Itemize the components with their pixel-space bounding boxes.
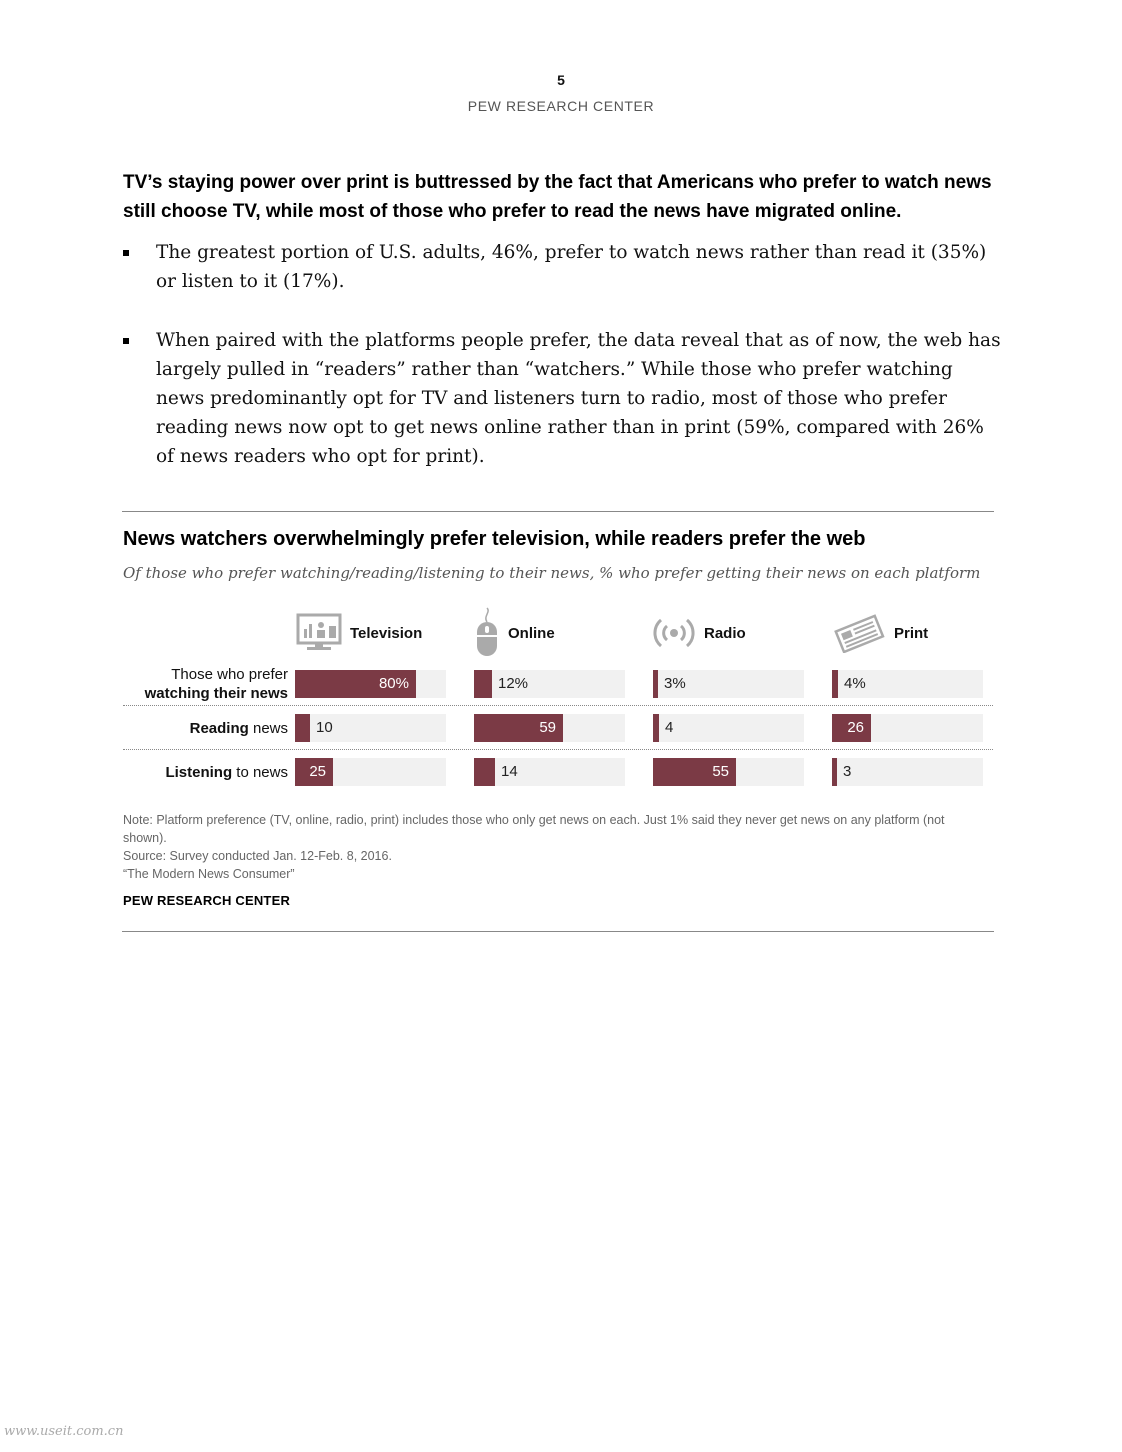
- bullet-square-icon: [123, 338, 129, 344]
- bar-value-label: 59: [539, 719, 556, 736]
- bar-track: [474, 758, 625, 786]
- bar: [474, 758, 495, 786]
- platform-label: Online: [508, 624, 555, 642]
- bar-value-label: 14: [501, 763, 518, 780]
- column-header-online: [474, 606, 555, 660]
- bar-track: [295, 714, 446, 742]
- chart-subtitle: Of those who prefer watching/reading/listening to their news, % who prefer getting their news on each platform: [123, 564, 981, 582]
- row-label-suffix: to news: [232, 764, 288, 781]
- bar-track: [295, 670, 446, 698]
- column-header-television: [296, 606, 422, 660]
- row-label-prefix: Those who prefer: [171, 666, 288, 683]
- bar: [653, 670, 658, 698]
- column-header-radio: [652, 606, 746, 660]
- bar-track: [832, 714, 983, 742]
- platform-label: Print: [894, 624, 929, 642]
- chart-notes: [123, 811, 963, 883]
- bar-value-label: 10: [316, 719, 333, 736]
- bar-track: [653, 758, 804, 786]
- chart-bottom-rule: [122, 931, 994, 932]
- row-label-bold: watching their news: [144, 685, 288, 702]
- mouse-icon: [474, 606, 500, 660]
- header-organization: PEW RESEARCH CENTER: [467, 98, 655, 114]
- bar-value-label: 80%: [378, 675, 409, 692]
- bullet-item: [123, 238, 1003, 296]
- bullet-list: [123, 238, 1003, 501]
- television-icon: [296, 613, 342, 653]
- bar: [653, 714, 659, 742]
- source-text: Source: Survey conducted Jan. 12-Feb. 8, 2016.: [123, 849, 392, 863]
- bar: [832, 758, 837, 786]
- bar-track: [653, 670, 804, 698]
- row-label-suffix: news: [248, 720, 288, 737]
- bar-track: [295, 758, 446, 786]
- bar-value-label: 4: [665, 719, 674, 736]
- bar-value-label: 12%: [498, 675, 529, 692]
- chart-title: News watchers overwhelmingly prefer television, while readers prefer the web: [123, 528, 866, 550]
- bar-track: [832, 758, 983, 786]
- bar-track: [653, 714, 804, 742]
- bar-track: [474, 670, 625, 698]
- chart-top-rule: [122, 511, 994, 512]
- newspaper-icon: [832, 613, 886, 653]
- page-number: 5: [557, 72, 565, 88]
- row-label-reading: [190, 719, 288, 738]
- bar-value-label: 26: [847, 719, 864, 736]
- watermark: www.useit.com.cn: [4, 1424, 124, 1439]
- bar-value-label: 3: [843, 763, 852, 780]
- row-label-bold: Listening: [165, 764, 233, 781]
- bar-value-label: 4%: [844, 675, 866, 692]
- bullet-item: [123, 326, 1003, 471]
- bar-value-label: 3%: [664, 675, 686, 692]
- bullet-square-icon: [123, 250, 129, 256]
- note-text: Note: Platform preference (TV, online, radio, print) includes those who only get news on each. Just 1% said they never get news on any platform (not shown).: [123, 813, 945, 845]
- platform-label: Radio: [704, 624, 746, 642]
- row-divider: [123, 705, 993, 706]
- radio-signal-icon: [652, 615, 696, 651]
- bar-track: [474, 714, 625, 742]
- lead-paragraph: TV’s staying power over print is buttressed by the fact that Americans who prefer to watch news still choose TV, while most of those who prefer to read the news have migrated online.: [123, 172, 992, 222]
- bullet-text: The greatest portion of U.S. adults, 46%, prefer to watch news rather than read it (35%) or listen to it (17%).: [156, 242, 987, 292]
- bar: [832, 670, 838, 698]
- bar: [474, 670, 492, 698]
- row-label-listening: [165, 763, 288, 782]
- bar-value-label: 25: [309, 763, 326, 780]
- platform-label: Television: [350, 624, 423, 642]
- bar-value-label: 55: [712, 763, 729, 780]
- report-title: “The Modern News Consumer”: [123, 867, 295, 881]
- row-divider: [123, 749, 993, 750]
- column-header-print: [832, 606, 928, 660]
- row-label-bold: Reading: [189, 720, 249, 737]
- bullet-text: When paired with the platforms people prefer, the data reveal that as of now, the web has largely pulled in “readers” rather than “watchers.” While those who prefer watching news predominantly opt for TV and listeners turn to radio, most of those who prefer reading news now opt to get news online rather than in print (59%, compared with 26% of news readers who opt for print).: [156, 330, 1001, 467]
- row-label-watching: [145, 665, 288, 703]
- bar: [295, 714, 310, 742]
- footer-organization: PEW RESEARCH CENTER: [123, 893, 291, 908]
- bar-track: [832, 670, 983, 698]
